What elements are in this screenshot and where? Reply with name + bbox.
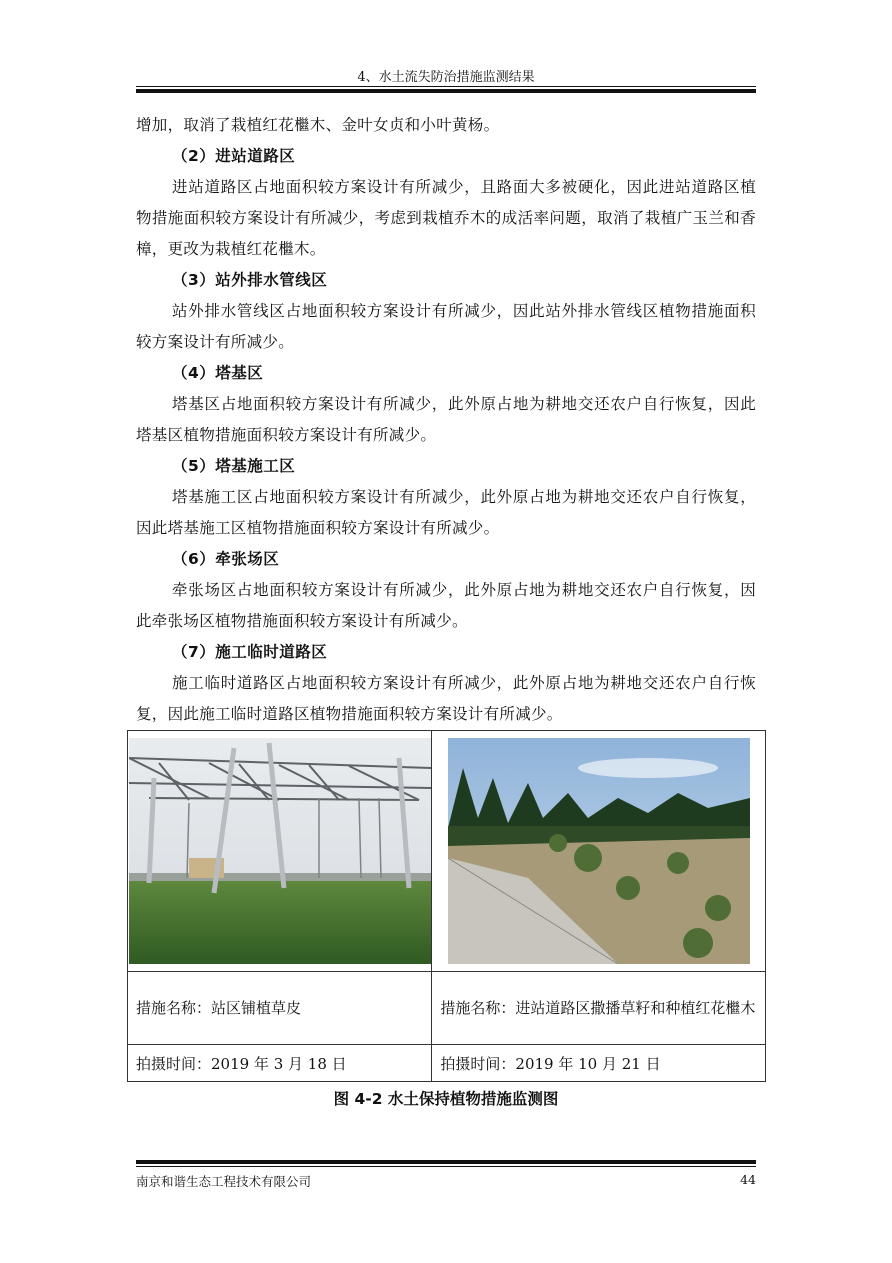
caption-right: 措施名称：进站道路区撒播草籽和种植红花檵木 [432,972,766,1045]
body-text [136,110,756,730]
section-heading: （4）塔基区 [172,364,264,382]
caption-left: 措施名称：站区铺植草皮 [128,972,432,1045]
photo-time-left: 拍摄时间：2019 年 3 月 18 日 [128,1045,432,1082]
paragraph: 进站道路区占地面积较方案设计有所减少，且路面大多被硬化，因此进站道路区植物措施面积较方案设计有所减少，考虑到栽植乔木的成活率问题，取消了栽植广玉兰和香樟，更改为栽植红花檵木。 [136,178,756,258]
paragraph: 增加，取消了栽植红花檵木、金叶女贞和小叶黄杨。 [136,116,500,134]
photo-cell-right [432,731,766,972]
section-heading: （5）塔基施工区 [172,457,296,475]
paragraph: 塔基施工区占地面积较方案设计有所减少，此外原占地为耕地交还农户自行恢复，因此塔基施工区植物措施面积较方案设计有所减少。 [136,488,756,537]
header-rule-thin [136,86,756,87]
roadside-planting-photo [448,738,750,964]
photo-cell-left [128,731,432,972]
section-heading: （3）站外排水管线区 [172,271,328,289]
footer-company: 南京和谐生态工程技术有限公司 [136,1174,312,1189]
footer-rule-thin [136,1166,756,1167]
paragraph: 牵张场区占地面积较方案设计有所减少，此外原占地为耕地交还农户自行恢复，因此牵张场区植物措施面积较方案设计有所减少。 [136,581,756,630]
photo-time-right: 拍摄时间：2019 年 10 月 21 日 [432,1045,766,1082]
paragraph: 站外排水管线区占地面积较方案设计有所减少，因此站外排水管线区植物措施面积较方案设计有所减少。 [136,302,756,351]
page-number: 44 [740,1172,756,1187]
substation-lawn-photo [129,738,431,964]
page-header-title: 4、水土流失防治措施监测结果 [357,70,535,85]
section-heading: （2）进站道路区 [172,147,296,165]
paragraph: 施工临时道路区占地面积较方案设计有所减少，此外原占地为耕地交还农户自行恢复，因此施工临时道路区植物措施面积较方案设计有所减少。 [136,674,756,723]
figure-table [127,730,766,1082]
paragraph: 塔基区占地面积较方案设计有所减少，此外原占地为耕地交还农户自行恢复，因此塔基区植物措施面积较方案设计有所减少。 [136,395,756,444]
figure-title: 图 4-2 水土保持植物措施监测图 [333,1090,559,1108]
footer-rule-thick [136,1160,756,1164]
section-heading: （7）施工临时道路区 [172,643,328,661]
header-rule-thick [136,89,756,93]
section-heading: （6）牵张场区 [172,550,280,568]
